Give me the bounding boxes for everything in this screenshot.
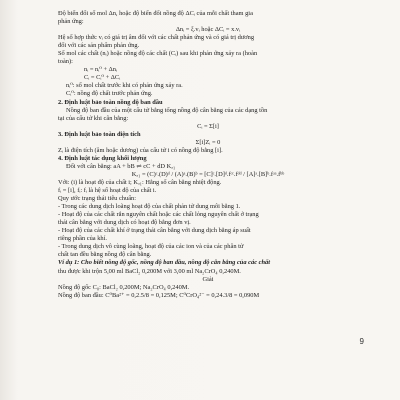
text-line: Σ[i]Zᵢ = 0: [195, 138, 221, 146]
text-line: Giải: [202, 275, 214, 283]
text-line: 4. Định luật tác dụng khối lượng: [58, 154, 147, 162]
text-line: Đối với cân bằng: aA + bB ⇌ cC + dD Kₐ₁: [66, 162, 176, 170]
text-line: Độ biến đổi số mol Δn, hoặc độ biến đổi nồng độ ΔCᵢ của mỗi chất tham gia: [58, 10, 253, 17]
text-line: Kₐ₁ = (C)ᶜ.(D)ᵈ / (A)ᵃ.(B)ᵇ = [C]ᶜ.[D]ᵈ.fᶜᶜ.fᵈᵈ / [A]ᵃ.[B]ᵇ.fᵃᵃ.fᵇᵇ: [131, 170, 285, 178]
page-number: 9: [359, 337, 364, 346]
text-line: Cᵢ⁰: nồng độ chất trước phản ứng.: [66, 90, 153, 98]
text-line: - Hoạt độ của các chất rắn nguyên chất hoặc các chất lỏng nguyên chất ở trạng: [58, 211, 259, 219]
text-line: Zᵢ là điện tích (âm hoặc dương) của cấu tử i có nồng độ bằng [i].: [58, 146, 223, 154]
text-line: Cᵢ = Cᵢ⁰ + ΔCᵢ: [84, 74, 121, 82]
text-line: tại của cấu tử khi cân bằng:: [58, 114, 129, 122]
text-line: thái cân bằng với dung dịch có hoạt độ bằng đơn vị.: [58, 219, 191, 227]
text-line: - Trong dung dịch vô cùng loãng, hoạt độ của các ion và của các phân tử: [58, 243, 244, 251]
text-line: Nồng độ ban đầu của một cấu tử bằng tổng nồng độ cân bằng của các dạng tồn: [66, 106, 268, 114]
text-line: đối với các sản phẩm phản ứng.: [58, 42, 140, 50]
text-line: - Hoạt độ của các chất khí ở trạng thái cân bằng với dung dịch bằng áp suất: [58, 227, 251, 235]
text-line: fᵢ = [i], fᵢ: fᵢ là hệ số hoạt độ của chất i.: [58, 187, 157, 195]
text-line: phản ứng:: [58, 18, 84, 26]
text-line: nᵢ = nᵢ⁰ + Δnᵢ: [84, 66, 117, 74]
text-line: Cᵢ = Σ[i]: [197, 122, 219, 130]
text-line: Với: (i) là hoạt độ của chất i; Kₐ₁: Hằng số cân bằng nhiệt động.: [58, 178, 222, 186]
text-line: Hệ số hợp thức vᵢ có giá trị âm đối với các chất phản ứng và có giá trị dương: [58, 34, 255, 42]
page-content: [58, 10, 358, 300]
text-line: chất tan đều bằng nồng độ cân bằng.: [58, 251, 152, 259]
text-line: nᵢ⁰: số mol chất trước khi có phản ứng xảy ra.: [66, 82, 183, 90]
text-line: Δnᵢ = ξ.vᵢ hoặc ΔCᵢ = x.vᵢ: [175, 26, 241, 34]
text-line: - Trong các dung dịch loãng hoạt độ của chất phản tử dung môi bằng 1.: [58, 203, 241, 211]
text-line: Ví dụ 1: Cho biết nồng độ gốc, nồng độ ban đầu, nồng độ cân bằng của các chất: [58, 259, 270, 267]
text-line: Nồng độ ban đầu: C⁰Ba²⁺ = 0,2.5/8 = 0,125M; C⁰CrO₄²⁻ = 0,24.3/8 = 0,090M: [58, 291, 260, 299]
text-line: 2. Định luật bảo toàn nồng độ ban đầu: [58, 98, 163, 106]
text-line: Số mol các chất (nᵢ) hoặc nồng độ các chất (Cᵢ) sau khi phản ứng xảy ra (hoàn: [58, 50, 258, 58]
text-line: Quy ước trạng thái tiêu chuẩn:: [58, 195, 137, 203]
text-line: toàn):: [58, 58, 73, 66]
text-line: riêng phần của khí.: [58, 235, 107, 243]
text-line: Nồng độ gốc C₀: BaCl₂ 0,200M; Na₂CrO₄ 0,240M.: [58, 283, 190, 291]
text-line: 3. Định luật bảo toàn điện tích: [58, 130, 141, 138]
text-line: thu được khi trộn 5,00 ml BaCl₂ 0,200M với 3,00 ml Na₂CrO₄ 0,240M.: [58, 267, 241, 275]
